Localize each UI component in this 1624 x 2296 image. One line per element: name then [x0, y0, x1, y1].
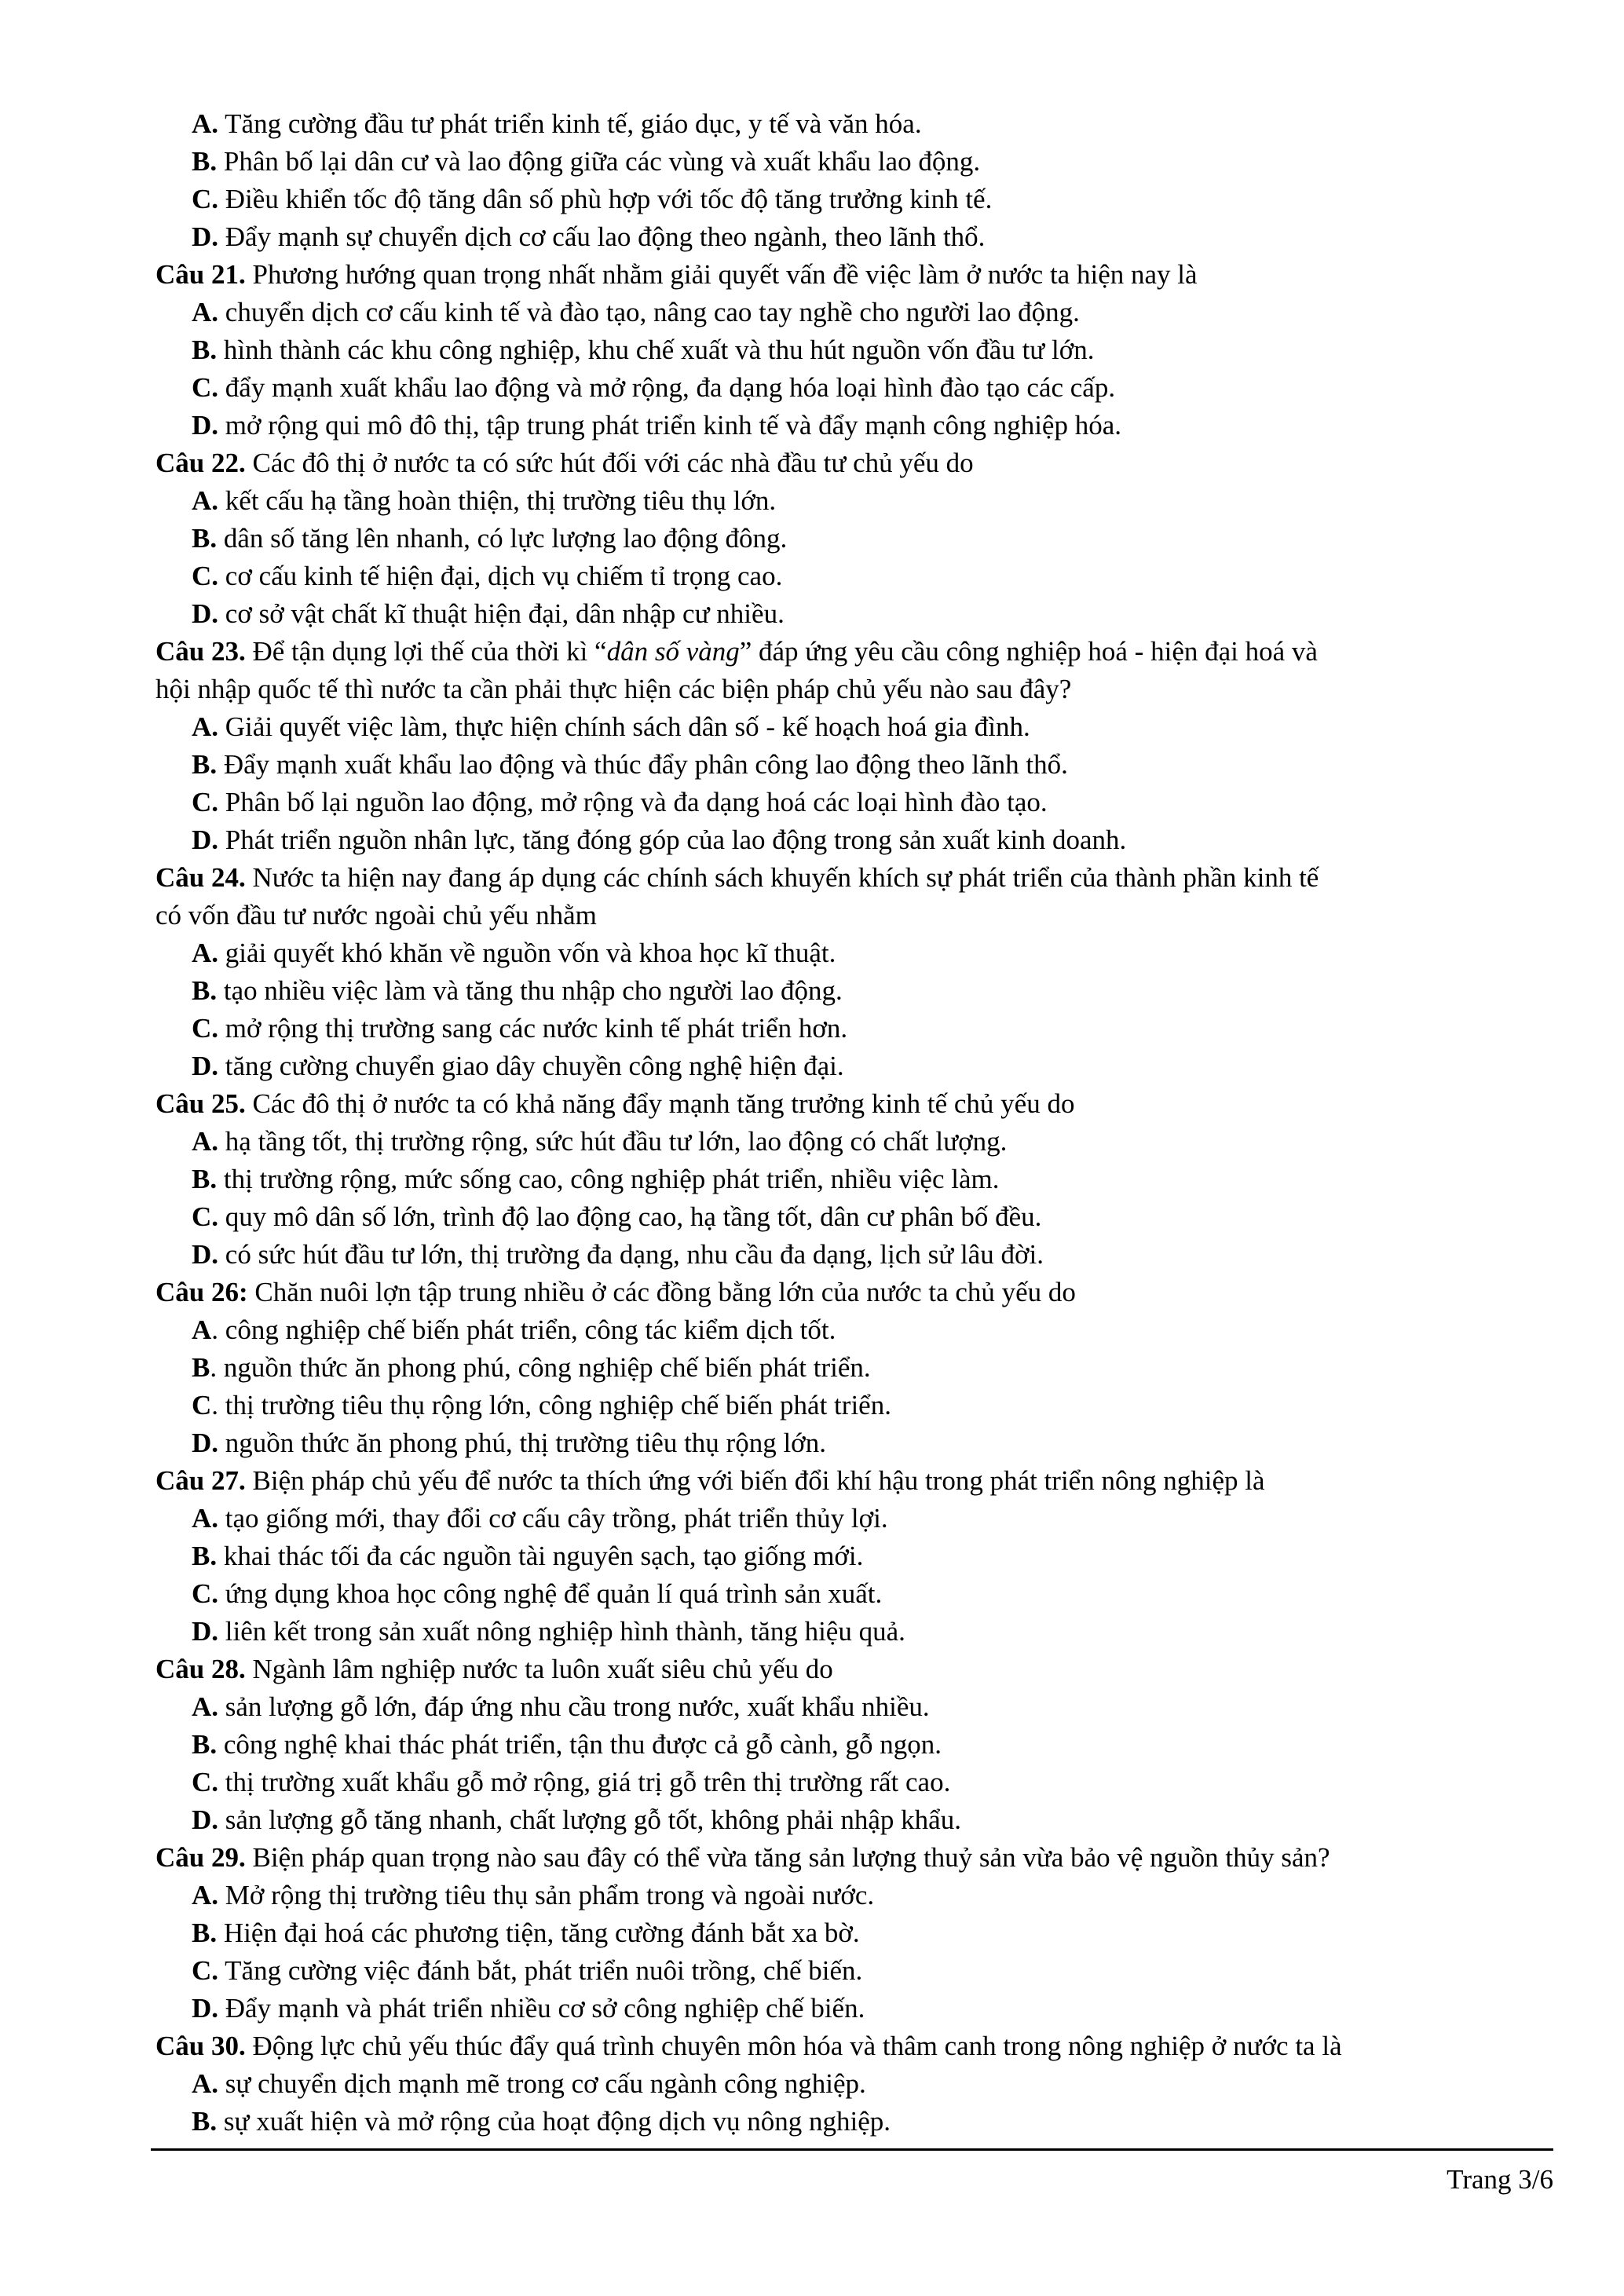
option-letter: D. — [192, 1993, 219, 2024]
question-number: Câu 28. — [155, 1654, 246, 1684]
option-text: hình thành các khu công nghiệp, khu chế xuất và thu hút nguồn vốn đầu tư lớn. — [217, 335, 1095, 365]
question-number: Câu 21. — [155, 259, 246, 290]
question-text: Chăn nuôi lợn tập trung nhiều ở các đồng bằng lớn của nước ta chủ yếu do — [247, 1277, 1076, 1307]
answer-option — [155, 1198, 1558, 1236]
option-letter: B. — [192, 335, 218, 365]
option-text: khai thác tối đa các nguồn tài nguyên sạch, tạo giống mới. — [217, 1541, 864, 1571]
option-text: đẩy mạnh xuất khẩu lao động và mở rộng, đa dạng hóa loại hình đào tạo các cấp. — [218, 372, 1116, 403]
option-text: thị trường rộng, mức sống cao, công nghiệp phát triển, nhiều việc làm. — [217, 1164, 1000, 1194]
question-text: Biện pháp chủ yếu để nước ta thích ứng với biến đổi khí hậu trong phát triển nông nghiệp là — [245, 1465, 1265, 1496]
option-letter: D. — [192, 1804, 219, 1835]
answer-option — [155, 708, 1558, 746]
answer-option — [155, 1123, 1558, 1161]
answer-option — [155, 1424, 1558, 1462]
option-letter: D. — [192, 598, 219, 629]
question-stem — [155, 1462, 1558, 1500]
answer-option — [155, 143, 1558, 181]
option-text: Mở rộng thị trường tiêu thụ sản phẩm trong và ngoài nước. — [218, 1880, 875, 1910]
option-text: mở rộng thị trường sang các nước kinh tế phát triển hơn. — [218, 1013, 848, 1044]
answer-option — [155, 1877, 1558, 1914]
answer-option — [155, 972, 1558, 1010]
answer-option — [155, 746, 1558, 784]
option-text: tạo nhiều việc làm và tăng thu nhập cho người lao động. — [217, 975, 843, 1006]
option-text: . thị trường tiêu thụ rộng lớn, công nghiệp chế biến phát triển. — [211, 1390, 891, 1420]
option-text: sự xuất hiện và mở rộng của hoạt động dịch vụ nông nghiệp. — [217, 2106, 891, 2137]
option-letter: B. — [192, 975, 218, 1006]
option-text: nguồn thức ăn phong phú, thị trường tiêu thụ rộng lớn. — [218, 1428, 826, 1458]
option-letter: D. — [192, 1051, 219, 1081]
question-text-continued: ” đáp ứng yêu cầu công nghiệp hoá - hiện đại hoá và — [739, 636, 1318, 667]
option-letter: B. — [192, 1164, 218, 1194]
answer-option — [155, 1047, 1558, 1085]
option-letter: C. — [192, 561, 219, 591]
answer-option — [155, 1010, 1558, 1047]
option-text: Điều khiển tốc độ tăng dân số phù hợp với tốc độ tăng trưởng kinh tế. — [218, 184, 993, 214]
option-text: Tăng cường việc đánh bắt, phát triển nuôi trồng, chế biến. — [218, 1955, 863, 1986]
option-letter: D. — [192, 1239, 219, 1270]
option-text: hạ tầng tốt, thị trường rộng, sức hút đầu tư lớn, lao động có chất lượng. — [218, 1126, 1008, 1157]
option-letter: B. — [192, 146, 218, 177]
answer-option — [155, 595, 1558, 633]
question-stem — [155, 633, 1558, 671]
answer-option — [155, 1764, 1558, 1801]
question-stem-continued: có vốn đầu tư nước ngoài chủ yếu nhằm — [155, 900, 597, 930]
option-letter: A. — [192, 1880, 219, 1910]
question-text: Động lực chủ yếu thúc đẩy quá trình chuyên môn hóa và thâm canh trong nông nghiệp ở nước ta là — [245, 2031, 1342, 2061]
option-text: chuyển dịch cơ cấu kinh tế và đào tạo, nâng cao tay nghề cho người lao động. — [218, 297, 1080, 327]
question-text: Ngành lâm nghiệp nước ta luôn xuất siêu chủ yếu do — [245, 1654, 833, 1684]
option-letter: C. — [192, 1201, 219, 1232]
option-text: . nguồn thức ăn phong phú, công nghiệp chế biến phát triển. — [210, 1352, 871, 1383]
option-text: giải quyết khó khăn về nguồn vốn và khoa học kĩ thuật. — [218, 938, 836, 968]
answer-option — [155, 1688, 1558, 1726]
footer-divider — [151, 2148, 1553, 2151]
question-stem — [155, 1839, 1558, 1877]
option-letter: D. — [192, 1428, 219, 1458]
option-text: sự chuyển dịch mạnh mẽ trong cơ cấu ngành công nghiệp. — [218, 2068, 866, 2099]
question-text: Phương hướng quan trọng nhất nhằm giải quyết vấn đề việc làm ở nước ta hiện nay là — [245, 259, 1198, 290]
answer-option — [155, 558, 1558, 595]
option-letter: D. — [192, 410, 219, 441]
answer-option — [155, 1500, 1558, 1537]
answer-option — [155, 181, 1558, 218]
answer-option — [155, 369, 1558, 407]
option-text: công nghệ khai thác phát triển, tận thu được cả gỗ cành, gỗ ngọn. — [217, 1729, 942, 1760]
question-text-italic: dân số vàng — [606, 636, 740, 667]
option-letter: A. — [192, 1503, 219, 1534]
option-letter: B. — [192, 1918, 218, 1948]
option-letter: C. — [192, 1578, 219, 1609]
question-stem — [155, 859, 1558, 897]
answer-option — [155, 1349, 1558, 1387]
answer-option — [155, 2065, 1558, 2103]
option-letter: A. — [192, 1126, 219, 1157]
option-letter: D. — [192, 824, 219, 855]
question-number: Câu 26: — [155, 1277, 248, 1307]
question-number: Câu 24. — [155, 862, 246, 893]
answer-option — [155, 1990, 1558, 2027]
option-letter: B — [192, 1352, 210, 1383]
option-text: . công nghiệp chế biến phát triển, công tác kiểm dịch tốt. — [211, 1314, 836, 1345]
answer-option — [155, 1537, 1558, 1575]
question-number: Câu 25. — [155, 1088, 246, 1119]
option-letter: B. — [192, 523, 218, 554]
option-letter: C. — [192, 1013, 219, 1044]
option-text: Phân bố lại nguồn lao động, mở rộng và đa dạng hoá các loại hình đào tạo. — [218, 787, 1048, 817]
option-letter: A. — [192, 108, 219, 139]
question-text: Các đô thị ở nước ta có khả năng đẩy mạnh tăng trưởng kinh tế chủ yếu do — [245, 1088, 1075, 1119]
answer-option — [155, 482, 1558, 520]
question-number: Câu 30. — [155, 2031, 246, 2061]
option-letter: D. — [192, 221, 219, 252]
option-letter: C. — [192, 372, 219, 403]
option-letter: B. — [192, 1729, 218, 1760]
question-number: Câu 22. — [155, 448, 246, 478]
question-stem — [155, 1274, 1558, 1311]
option-letter: A. — [192, 485, 219, 516]
option-text: Tăng cường đầu tư phát triển kinh tế, giáo dục, y tế và văn hóa. — [218, 108, 922, 139]
answer-option — [155, 331, 1558, 369]
answer-option — [155, 294, 1558, 331]
option-letter: A. — [192, 711, 219, 742]
answer-option — [155, 1161, 1558, 1198]
question-stem — [155, 256, 1558, 294]
option-text: liên kết trong sản xuất nông nghiệp hình thành, tăng hiệu quả. — [218, 1616, 905, 1647]
answer-option — [155, 1801, 1558, 1839]
answer-option — [155, 407, 1558, 444]
answer-option — [155, 821, 1558, 859]
option-text: ứng dụng khoa học công nghệ để quản lí quá trình sản xuất. — [218, 1578, 883, 1609]
option-text: sản lượng gỗ tăng nhanh, chất lượng gỗ tốt, không phải nhập khẩu. — [218, 1804, 961, 1835]
question-number: Câu 27. — [155, 1465, 246, 1496]
option-text: quy mô dân số lớn, trình độ lao động cao, hạ tầng tốt, dân cư phân bố đều. — [218, 1201, 1042, 1232]
question-stem — [155, 2027, 1558, 2065]
option-letter: A — [192, 1314, 212, 1345]
question-number: Câu 23. — [155, 636, 246, 667]
option-text: Hiện đại hoá các phương tiện, tăng cường đánh bắt xa bờ. — [217, 1918, 860, 1948]
answer-option — [155, 105, 1558, 143]
option-letter: A. — [192, 1691, 219, 1722]
question-list — [155, 105, 1558, 2141]
answer-option — [155, 218, 1558, 256]
answer-option — [155, 1387, 1558, 1424]
option-text: có sức hút đầu tư lớn, thị trường đa dạng, nhu cầu đa dạng, lịch sử lâu đời. — [218, 1239, 1044, 1270]
question-text: Nước ta hiện nay đang áp dụng các chính sách khuyến khích sự phát triển của thành phần kinh tế — [245, 862, 1319, 893]
option-text: Đẩy mạnh xuất khẩu lao động và thúc đẩy phân công lao động theo lãnh thổ. — [217, 749, 1068, 780]
question-text: Để tận dụng lợi thế của thời kì “ — [245, 636, 607, 667]
question-stem — [155, 444, 1558, 482]
answer-option — [155, 1311, 1558, 1349]
option-text: mở rộng qui mô đô thị, tập trung phát triển kinh tế và đẩy mạnh công nghiệp hóa. — [218, 410, 1121, 441]
option-letter: B. — [192, 2106, 218, 2137]
option-text: Giải quyết việc làm, thực hiện chính sách dân số - kế hoạch hoá gia đình. — [218, 711, 1030, 742]
option-text: cơ sở vật chất kĩ thuật hiện đại, dân nhập cư nhiều. — [218, 598, 785, 629]
option-text: Đẩy mạnh và phát triển nhiều cơ sở công nghiệp chế biến. — [218, 1993, 865, 2024]
answer-option — [155, 934, 1558, 972]
option-letter: C. — [192, 184, 219, 214]
option-letter: B. — [192, 1541, 218, 1571]
option-text: sản lượng gỗ lớn, đáp ứng nhu cầu trong nước, xuất khẩu nhiều. — [218, 1691, 930, 1722]
option-text: tạo giống mới, thay đổi cơ cấu cây trồng, phát triển thủy lợi. — [218, 1503, 888, 1534]
option-letter: A. — [192, 297, 219, 327]
option-text: cơ cấu kinh tế hiện đại, dịch vụ chiếm tỉ trọng cao. — [218, 561, 783, 591]
answer-option — [155, 1914, 1558, 1952]
option-letter: D. — [192, 1616, 219, 1647]
option-letter: C. — [192, 787, 219, 817]
option-text: dân số tăng lên nhanh, có lực lượng lao động đông. — [217, 523, 788, 554]
option-letter: C. — [192, 1767, 219, 1797]
option-letter: A. — [192, 938, 219, 968]
answer-option — [155, 1575, 1558, 1613]
page-number: Trang 3/6 — [1447, 2164, 1553, 2195]
answer-option — [155, 2103, 1558, 2141]
answer-option — [155, 1952, 1558, 1990]
option-text: kết cấu hạ tầng hoàn thiện, thị trường tiêu thụ lớn. — [218, 485, 777, 516]
option-text: Phát triển nguồn nhân lực, tăng đóng góp của lao động trong sản xuất kinh doanh. — [218, 824, 1127, 855]
option-text: tăng cường chuyển giao dây chuyền công nghệ hiện đại. — [218, 1051, 844, 1081]
answer-option — [155, 1726, 1558, 1764]
option-letter: B. — [192, 749, 218, 780]
question-stem-continued: hội nhập quốc tế thì nước ta cần phải thực hiện các biện pháp chủ yếu nào sau đây? — [155, 674, 1072, 704]
answer-option — [155, 784, 1558, 821]
question-stem — [155, 1651, 1558, 1688]
option-text: thị trường xuất khẩu gỗ mở rộng, giá trị gỗ trên thị trường rất cao. — [218, 1767, 951, 1797]
option-letter: C — [192, 1390, 212, 1420]
option-text: Đẩy mạnh sự chuyển dịch cơ cấu lao động theo ngành, theo lãnh thổ. — [218, 221, 986, 252]
answer-option — [155, 520, 1558, 558]
option-letter: A. — [192, 2068, 219, 2099]
option-letter: C. — [192, 1955, 219, 1986]
question-stem — [155, 1085, 1558, 1123]
question-number: Câu 29. — [155, 1842, 246, 1873]
question-text: Biện pháp quan trọng nào sau đây có thể vừa tăng sản lượng thuỷ sản vừa bảo vệ nguồn thủy sản? — [245, 1842, 1330, 1873]
answer-option — [155, 1613, 1558, 1651]
option-text: Phân bố lại dân cư và lao động giữa các vùng và xuất khẩu lao động. — [217, 146, 981, 177]
question-text: Các đô thị ở nước ta có sức hút đối với các nhà đầu tư chủ yếu do — [245, 448, 974, 478]
answer-option — [155, 1236, 1558, 1274]
